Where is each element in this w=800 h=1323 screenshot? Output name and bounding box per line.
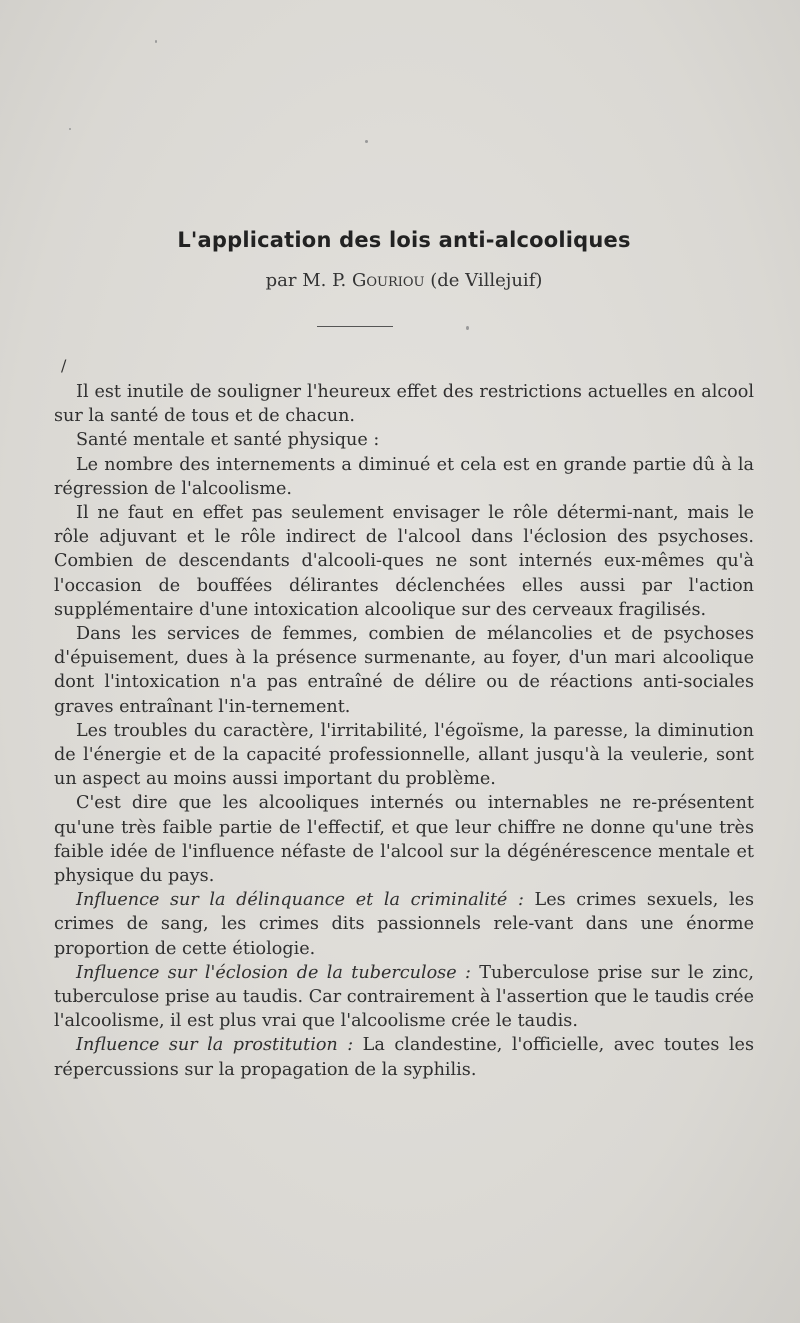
byline-prefix: par M. P.: [265, 270, 352, 291]
paper-speck: [69, 128, 71, 130]
section-heading: Influence sur l'éclosion de la tuberculose :: [76, 962, 471, 983]
section-delinquance: [54, 888, 754, 961]
paragraph: Le nombre des internements a diminué et cela est en grande partie dû à la régression de l'alcoolisme.: [54, 454, 754, 499]
paper-speck: [466, 326, 469, 330]
paragraph: Santé mentale et santé physique :: [76, 430, 380, 451]
paragraph: Dans les services de femmes, combien de mélancolies et de psychoses d'épuisement, dues à la présence surmenante, au foyer, d'un mari alcoolique dont l'intoxication n'a pas entraîné de délire ou de réactions anti-sociales graves entraînant l'in-ternement.: [54, 624, 754, 717]
byline-suffix: (de Villejuif): [424, 270, 543, 291]
article-title: L'application des lois anti-alcooliques: [177, 228, 631, 253]
paragraph: C'est dire que les alcooliques internés ou internables ne re-présentent qu'une très faible partie de l'effectif, et que leur chiffre ne donne qu'une très faible idée de l'influence néfaste de l'alcool sur la dégénérescence mentale et physique du pays.: [54, 793, 754, 887]
paragraph: Les troubles du caractère, l'irritabilité, l'égoïsme, la paresse, la diminution de l'énergie et de la capacité professionnelle, allant jusqu'à la veulerie, sont un aspect au moins aussi important du problème.: [54, 720, 754, 790]
author-name: Gouriou: [351, 270, 425, 291]
section-prostitution: [54, 1033, 754, 1081]
margin-mark: /: [61, 356, 67, 375]
separator-rule: [317, 326, 393, 327]
paragraph: Il ne faut en effet pas seulement envisager le rôle détermi-nant, mais le rôle adjuvant et le rôle indirect de l'alcool dans l'éclosion des psychoses. Combien de descendants d'alcooli-ques ne sont internés eux-mêmes qu'à l'occasion de bouffées délirantes déclenchées elles aussi par l'action supplémentaire d'une intoxication alcoolique sur des cerveaux fragilisés.: [54, 503, 754, 620]
paper-speck: [155, 40, 157, 43]
section-tuberculose: [54, 961, 754, 1034]
section-text: La clandestine, l'officielle, avec toutes les répercussions sur la propagation de la syphilis.: [54, 1035, 754, 1080]
section-heading: Influence sur la délinquance et la criminalité :: [76, 890, 524, 911]
section-heading: Influence sur la prostitution :: [76, 1035, 354, 1056]
section-text: Les crimes sexuels, les crimes de sang, les crimes dits passionnels rele-vant dans une énorme proportion de cette étiologie.: [54, 890, 754, 959]
paper-speck: [365, 140, 368, 143]
byline: [54, 270, 754, 291]
section-text: Tuberculose prise sur le zinc, tuberculose prise au taudis. Car contrairement à l'assertion que le taudis crée l'alcoolisme, il est plus vrai que l'alcoolisme crée le taudis.: [54, 962, 754, 1032]
article-body: [54, 380, 754, 1082]
paragraph: Il est inutile de souligner l'heureux effet des restrictions actuelles en alcool sur la santé de tous et de chacun.: [54, 382, 754, 427]
